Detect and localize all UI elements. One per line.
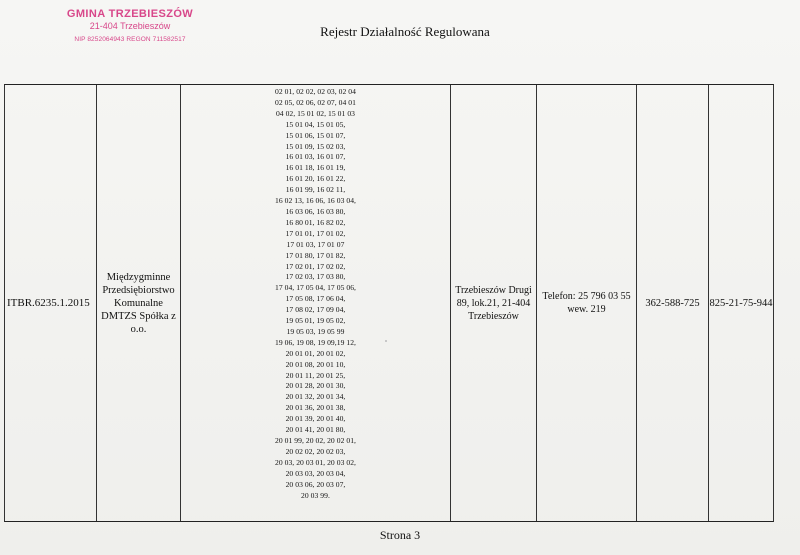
waste-codes-cell <box>181 85 451 521</box>
nip-cell: 825-21-75-944 <box>709 297 773 309</box>
registry-number-cell: ITBR.6235.1.2015 <box>5 85 97 521</box>
waste-codes-text: 02 01, 02 02, 02 03, 02 04 02 05, 02 06, 02 07, 04 01 04 02, 15 01 02, 15 01 03 15 01 04, 15 01 05, 15 01 06, 15 01 07, 15 01 09, 15 02 03, 16 01 03, 16 01 07, 16 01 18, 16 01 19, 16 01 20, 16 01 22, 16 01 99, 16 02 11, 16 02 13, 16 06, 16 03 04, 16 03 06, 16 03 80, 16 80 01, 16 82 02, 17 01 01, 17 01 02, 17 01 03, 17 01 07 17 01 80, 17 01 82, 17 02 01, 17 02 02, 17 02 03, 17 03 80, 17 04, 17 05 04, 17 05 06, 17 05 08, 17 06 04, 17 08 02, 17 09 04, 19 05 01, 19 05 02, 19 05 03, 19 05 99 19 06, 19 08, 19 09,19 12, 20 01 01, 20 01 02, 20 01 08, 20 01 10, 20 01 11, 20 01 25, 20 01 28, 20 01 30, 20 01 32, 20 01 34, 20 01 36, 20 01 38, 20 01 39, 20 01 40, 20 01 41, 20 01 80, 20 01 99, 20 02, 20 02 01, 20 02 02, 20 02 03, 20 03, 20 03 01, 20 03 02, 20 03 03, 20 03 04, 20 03 06, 20 03 07, 20 03 99. <box>274 87 357 500</box>
stamp-ids: NIP 8252064943 REGON 711582517 <box>74 35 186 43</box>
scan-speck <box>385 340 387 342</box>
stamp-address: 21-404 Trzebieszów <box>89 21 171 32</box>
registry-table <box>4 84 774 522</box>
address-cell: Trzebieszów Drugi 89, lok.21, 21-404 Trzebieszów <box>451 85 537 521</box>
company-name-cell: Międzygminne Przedsiębiorstwo Komunalne DMTZS Spółka z o.o. <box>97 85 181 521</box>
stamp-name: GMINA TRZEBIESZÓW <box>66 8 194 20</box>
phone-cell: Telefon: 25 796 03 55 wew. 219 <box>537 85 637 521</box>
document-title: Rejestr Działalność Regulowana <box>320 24 490 39</box>
page-number: Strona 3 <box>379 528 421 542</box>
regon-cell: 362-588-725 <box>637 85 709 521</box>
